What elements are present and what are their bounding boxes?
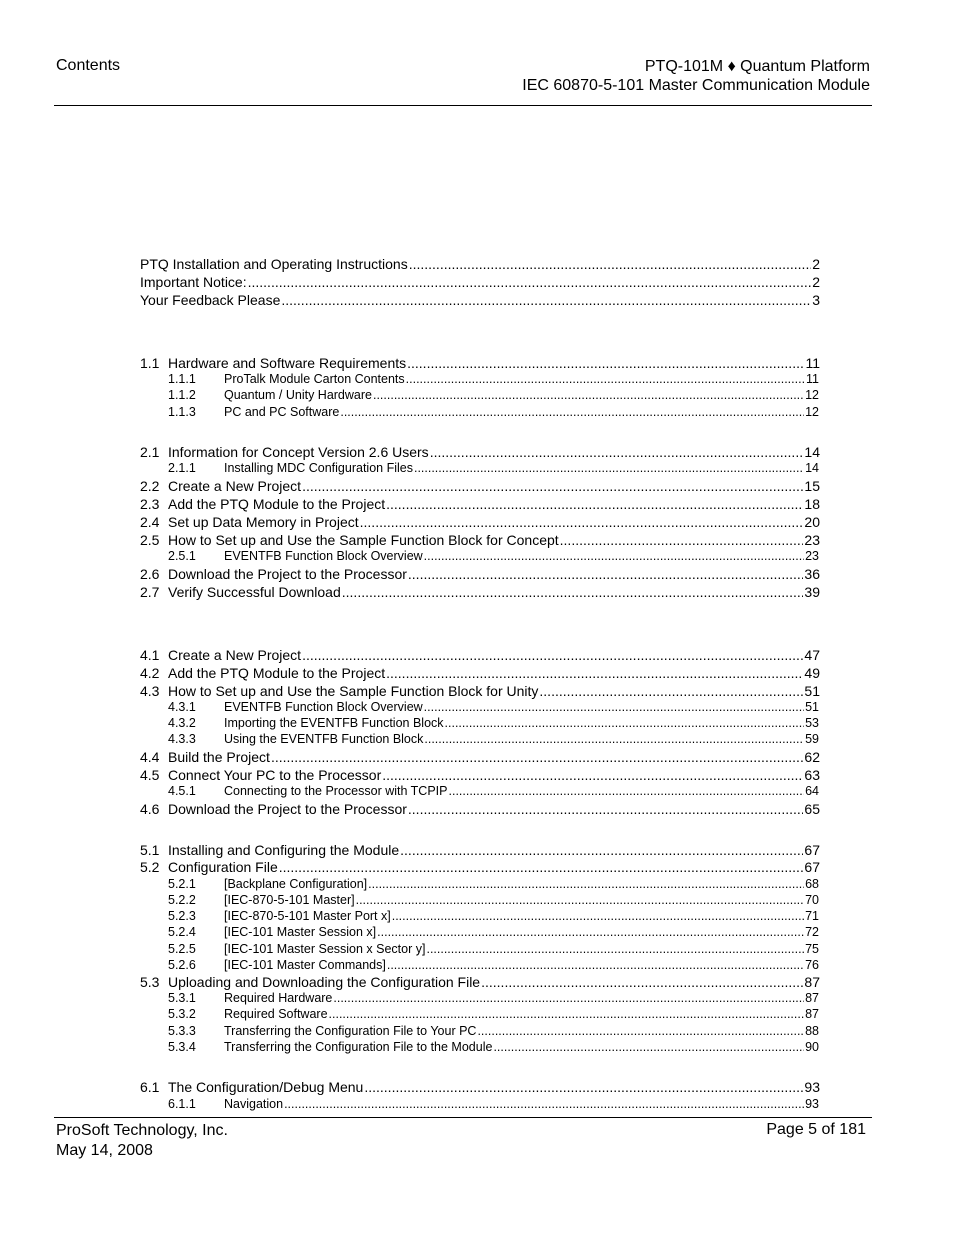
toc-entry-number: 4.1 [140,647,160,663]
toc-entry-number: 5.3.1 [168,991,196,1005]
toc-entry-page: 65 [804,801,820,817]
toc-entry-title [168,372,405,386]
toc-entry-title [140,514,359,530]
toc-entry-page: 23 [804,532,820,548]
toc-entry-text: Important Notice: [140,274,247,290]
toc-entry[interactable] [168,1097,819,1111]
toc-dot-leader [281,292,811,308]
toc-entry-text: Your Feedback Please [140,292,281,308]
toc-dot-leader [477,1024,804,1038]
toc-entry-page: 87 [804,974,820,990]
toc-entry-page: 14 [805,461,819,475]
toc-dot-leader [392,909,804,923]
toc-entry-title [140,767,381,783]
toc-entry-text: [IEC-101 Master Session x] [224,925,377,939]
toc-entry-text: Required Software [224,1007,328,1021]
header-product-line1: PTQ-101M ♦ Quantum Platform [644,58,870,75]
toc-entry[interactable] [140,842,820,858]
toc-entry-title [168,1097,283,1111]
toc-entry-text: [IEC-870-5-101 Master] [224,893,355,907]
toc-entry-number: 5.3.2 [168,1007,196,1021]
toc-entry-page: 75 [805,942,819,956]
toc-dot-leader [449,784,805,798]
toc-entry-number: 4.3.2 [168,716,196,730]
toc-entry-page: 49 [804,665,820,681]
toc-entry-number: 2.5.1 [168,549,196,563]
toc-entry-page: 23 [805,549,819,563]
toc-entry-page: 71 [805,909,819,923]
toc-entry[interactable] [168,909,819,923]
toc-entry[interactable] [168,1024,819,1038]
toc-dot-leader [340,405,804,419]
toc-entry-number: 6.1 [140,1079,160,1095]
toc-entry-number: 4.4 [140,749,160,765]
toc-entry-page: 12 [805,388,819,402]
toc-dot-leader [407,355,804,371]
toc-entry[interactable] [168,716,819,730]
toc-dot-leader [408,566,804,582]
toc-entry-title [168,925,376,939]
toc-entry[interactable] [168,405,819,419]
toc-entry[interactable] [168,784,819,798]
toc-entry-title [168,958,386,972]
toc-dot-leader [424,549,804,563]
toc-entry[interactable] [168,893,819,907]
toc-entry-number: 2.5 [140,532,160,548]
toc-entry-title [140,647,301,663]
toc-entry-title [140,683,538,699]
toc-entry[interactable] [140,665,820,681]
toc-entry[interactable] [140,274,820,290]
toc-dot-leader [430,444,804,460]
toc-entry-page: 87 [805,991,819,1005]
toc-entry-number: 5.3 [140,974,160,990]
toc-entry-title [168,700,423,714]
toc-entry-text: Using the EVENTFB Function Block [224,732,424,746]
header-section-title: Contents [56,57,121,74]
toc-entry-number: 2.1 [140,444,160,460]
toc-entry[interactable] [140,532,820,548]
toc-entry[interactable] [140,584,820,600]
toc-entry[interactable] [168,461,819,475]
toc-entry[interactable] [140,292,820,308]
toc-entry[interactable] [140,496,820,512]
toc-entry[interactable] [168,877,819,891]
toc-entry-text: [IEC-101 Master Commands] [224,958,386,972]
toc-entry-page: 62 [804,749,820,765]
toc-entry-page: 64 [805,784,819,798]
toc-entry-page: 70 [805,893,819,907]
toc-entry-text: Set up Data Memory in Project [168,514,359,530]
toc-entry-number: 1.1.2 [168,388,196,402]
toc-entry-text: [IEC-101 Master Session x Sector y] [224,942,426,956]
toc-dot-leader [424,732,804,746]
toc-dot-leader [409,256,812,272]
toc-entry-number: 1.1.1 [168,372,196,386]
toc-dot-leader [271,749,803,765]
toc-entry-text: Build the Project [168,749,270,765]
toc-dot-leader [360,514,804,530]
toc-dot-leader [333,991,804,1005]
toc-entry[interactable] [168,388,819,402]
toc-entry-title [168,732,423,746]
toc-entry-page: 67 [804,859,820,875]
toc-entry-text: Importing the EVENTFB Function Block [224,716,444,730]
toc-entry[interactable] [168,958,819,972]
toc-entry-title [140,444,429,460]
toc-entry-number: 6.1.1 [168,1097,196,1111]
toc-entry-page: 90 [805,1040,819,1054]
toc-entry-text: EVENTFB Function Block Overview [224,700,423,714]
toc-entry-title [140,274,247,290]
toc-dot-leader [424,700,804,714]
toc-entry[interactable] [168,1007,819,1021]
toc-entry-page: 51 [805,700,819,714]
toc-entry-page: 11 [806,372,819,386]
toc-entry-number: 5.3.4 [168,1040,196,1054]
toc-entry-text: Navigation [224,1097,284,1111]
toc-entry-text: Download the Project to the Processor [168,566,407,582]
toc-dot-leader [368,877,804,891]
toc-entry-title [168,388,372,402]
toc-dot-leader [377,925,804,939]
toc-entry[interactable] [140,859,820,875]
toc-entry[interactable] [140,355,820,371]
toc-entry-title [168,877,367,891]
toc-entry-text: Installing and Configuring the Module [168,842,400,858]
toc-entry[interactable] [140,801,820,817]
toc-entry-number: 2.2 [140,478,160,494]
toc-entry-page: 68 [805,877,819,891]
toc-dot-leader [493,1040,804,1054]
toc-dot-leader [445,716,805,730]
toc-entry-page: 14 [804,444,820,460]
toc-entry[interactable] [140,478,820,494]
toc-entry-title [140,1079,363,1095]
toc-dot-leader [387,958,804,972]
footer-page-number: Page 5 of 181 [766,1121,866,1138]
toc-entry-title [168,942,425,956]
toc-entry-page: 47 [804,647,820,663]
toc-entry-page: 93 [804,1079,820,1095]
toc-entry-page: 39 [804,584,820,600]
toc-entry-number: 2.7 [140,584,160,600]
toc-entry-title [140,292,280,308]
toc-entry-text: Transferring the Configuration File to the Module [224,1040,493,1054]
toc-entry-page: 63 [804,767,820,783]
toc-entry-number: 5.2 [140,859,160,875]
toc-dot-leader [373,388,804,402]
footer-left [56,1121,228,1161]
toc-entry-title [140,478,301,494]
toc-entry-page: 20 [804,514,820,530]
toc-dot-leader [539,683,803,699]
toc-entry-title [140,584,341,600]
toc-entry-text: EVENTFB Function Block Overview [224,549,423,563]
toc-entry-text: How to Set up and Use the Sample Function Block for Unity [168,683,539,699]
toc-entry-page: 11 [805,355,820,371]
toc-entry-number: 5.2.2 [168,893,196,907]
toc-dot-leader [560,532,804,548]
toc-entry-number: 4.3.1 [168,700,196,714]
toc-entry-text: Installing MDC Configuration Files [224,461,413,475]
toc-entry[interactable] [140,767,820,783]
toc-entry-title [168,405,339,419]
toc-entry[interactable] [140,1079,820,1095]
toc-entry-text: Hardware and Software Requirements [168,355,407,371]
toc-dot-leader [329,1007,805,1021]
toc-dot-leader [386,665,803,681]
toc-entry-number: 2.1.1 [168,461,196,475]
toc-entry-title [168,549,423,563]
toc-entry-title [168,784,448,798]
toc-entry-title [140,842,399,858]
toc-entry-text: PTQ Installation and Operating Instructions [140,256,408,272]
toc-entry[interactable] [140,749,820,765]
toc-entry-title [140,566,407,582]
toc-dot-leader [302,647,803,663]
toc-entry-text: Uploading and Downloading the Configuration File [168,974,481,990]
toc-entry-number: 4.5.1 [168,784,196,798]
toc-dot-leader [386,496,803,512]
toc-entry-title [140,749,270,765]
footer-divider [54,1117,872,1118]
toc-entry-title [140,256,408,272]
toc-entry-text: How to Set up and Use the Sample Function Block for Concept [168,532,559,548]
toc-entry-text: Create a New Project [168,647,302,663]
footer-date: May 14, 2008 [56,1142,153,1159]
toc-entry-number: 5.2.3 [168,909,196,923]
toc-dot-leader [364,1079,803,1095]
toc-entry-page: 59 [805,732,819,746]
toc-entry-text: PC and PC Software [224,405,340,419]
toc-dot-leader [400,842,803,858]
toc-entry-text: Required Hardware [224,991,333,1005]
toc-entry-number: 4.2 [140,665,160,681]
toc-entry-title [140,665,385,681]
toc-entry-number: 4.5 [140,767,160,783]
toc-entry-number: 2.3 [140,496,160,512]
toc-entry-text: Download the Project to the Processor [168,801,407,817]
toc-entry-text: ProTalk Module Carton Contents [224,372,405,386]
toc-dot-leader [406,372,805,386]
toc-dot-leader [481,974,803,990]
toc-entry-number: 4.6 [140,801,160,817]
toc-entry-title [168,1007,328,1021]
toc-entry-text: Add the PTQ Module to the Project [168,496,386,512]
toc-entry-title [168,1024,476,1038]
toc-entry[interactable] [140,444,820,460]
toc-entry-page: 72 [805,925,819,939]
toc-entry-title [140,355,406,371]
toc-entry-title [168,461,413,475]
toc-entry-page: 93 [805,1097,819,1111]
toc-entry[interactable] [168,925,819,939]
toc-entry-number: 2.4 [140,514,160,530]
toc-entry-text: Information for Concept Version 2.6 Users [168,444,429,460]
toc-entry-title [140,532,559,548]
toc-entry-page: 2 [812,256,820,272]
toc-entry-page: 53 [805,716,819,730]
toc-entry-text: Connecting to the Processor with TCPIP [224,784,448,798]
toc-entry-page: 88 [805,1024,819,1038]
toc-dot-leader [414,461,804,475]
toc-entry-number: 2.6 [140,566,160,582]
toc-entry[interactable] [140,683,820,699]
toc-entry-page: 51 [804,683,820,699]
toc-entry-page: 76 [805,958,819,972]
toc-entry-text: Verify Successful Download [168,584,341,600]
toc-entry[interactable] [140,566,820,582]
toc-entry[interactable] [168,549,819,563]
toc-entry-number: 5.3.3 [168,1024,196,1038]
toc-entry-number: 5.2.6 [168,958,196,972]
toc-entry-text: The Configuration/Debug Menu [168,1079,364,1095]
toc-entry-number: 5.2.1 [168,877,196,891]
toc-entry-title [168,716,444,730]
toc-entry-text: Transferring the Configuration File to Your PC [224,1024,477,1038]
toc-entry-page: 2 [812,274,820,290]
toc-entry-number: 5.1 [140,842,160,858]
toc-entry[interactable] [168,942,819,956]
toc-entry-text: Create a New Project [168,478,302,494]
toc-entry-title [168,893,355,907]
toc-entry-number: 4.3.3 [168,732,196,746]
toc-entry-page: 15 [804,478,820,494]
footer-company: ProSoft Technology, Inc. [56,1122,228,1139]
toc-entry-number: 5.2.5 [168,942,196,956]
toc-entry-number: 5.2.4 [168,925,196,939]
toc-entry-page: 36 [804,566,820,582]
toc-entry-text: [Backplane Configuration] [224,877,368,891]
toc-entry-title [140,859,278,875]
toc-entry-page: 3 [812,292,820,308]
toc-entry-text: Quantum / Unity Hardware [224,388,372,402]
toc-entry-text: Add the PTQ Module to the Project [168,665,386,681]
toc-entry-title [168,1040,492,1054]
toc-dot-leader [356,893,804,907]
toc-entry[interactable] [168,1040,819,1054]
toc-dot-leader [382,767,803,783]
toc-entry[interactable] [168,700,819,714]
toc-entry-page: 67 [804,842,820,858]
toc-entry-page: 12 [805,405,819,419]
toc-entry[interactable] [168,732,819,746]
header-product-line2: IEC 60870-5-101 Master Communication Module [522,77,870,94]
toc-entry-text: Configuration File [168,859,278,875]
toc-entry-text: Connect Your PC to the Processor [168,767,382,783]
toc-entry-number: 4.3 [140,683,160,699]
toc-entry[interactable] [140,974,820,990]
toc-entry[interactable] [168,991,819,1005]
toc-entry-title [168,909,391,923]
toc-dot-leader [284,1097,804,1111]
toc-entry-page: 18 [804,496,820,512]
toc-dot-leader [408,801,804,817]
toc-entry-title [140,801,407,817]
toc-entry[interactable] [168,372,819,386]
toc-dot-leader [248,274,812,290]
toc-entry[interactable] [140,514,820,530]
toc-entry-title [140,974,480,990]
toc-entry-title [140,496,385,512]
toc-entry-page: 87 [805,1007,819,1021]
toc-dot-leader [302,478,803,494]
toc-dot-leader [342,584,804,600]
toc-entry[interactable] [140,256,820,272]
toc-entry-text: [IEC-870-5-101 Master Port x] [224,909,391,923]
toc-entry[interactable] [140,647,820,663]
toc-entry-title [168,991,332,1005]
toc-entry-number: 1.1 [140,355,160,371]
toc-dot-leader [279,859,804,875]
toc-entry-number: 1.1.3 [168,405,196,419]
toc-dot-leader [426,942,804,956]
